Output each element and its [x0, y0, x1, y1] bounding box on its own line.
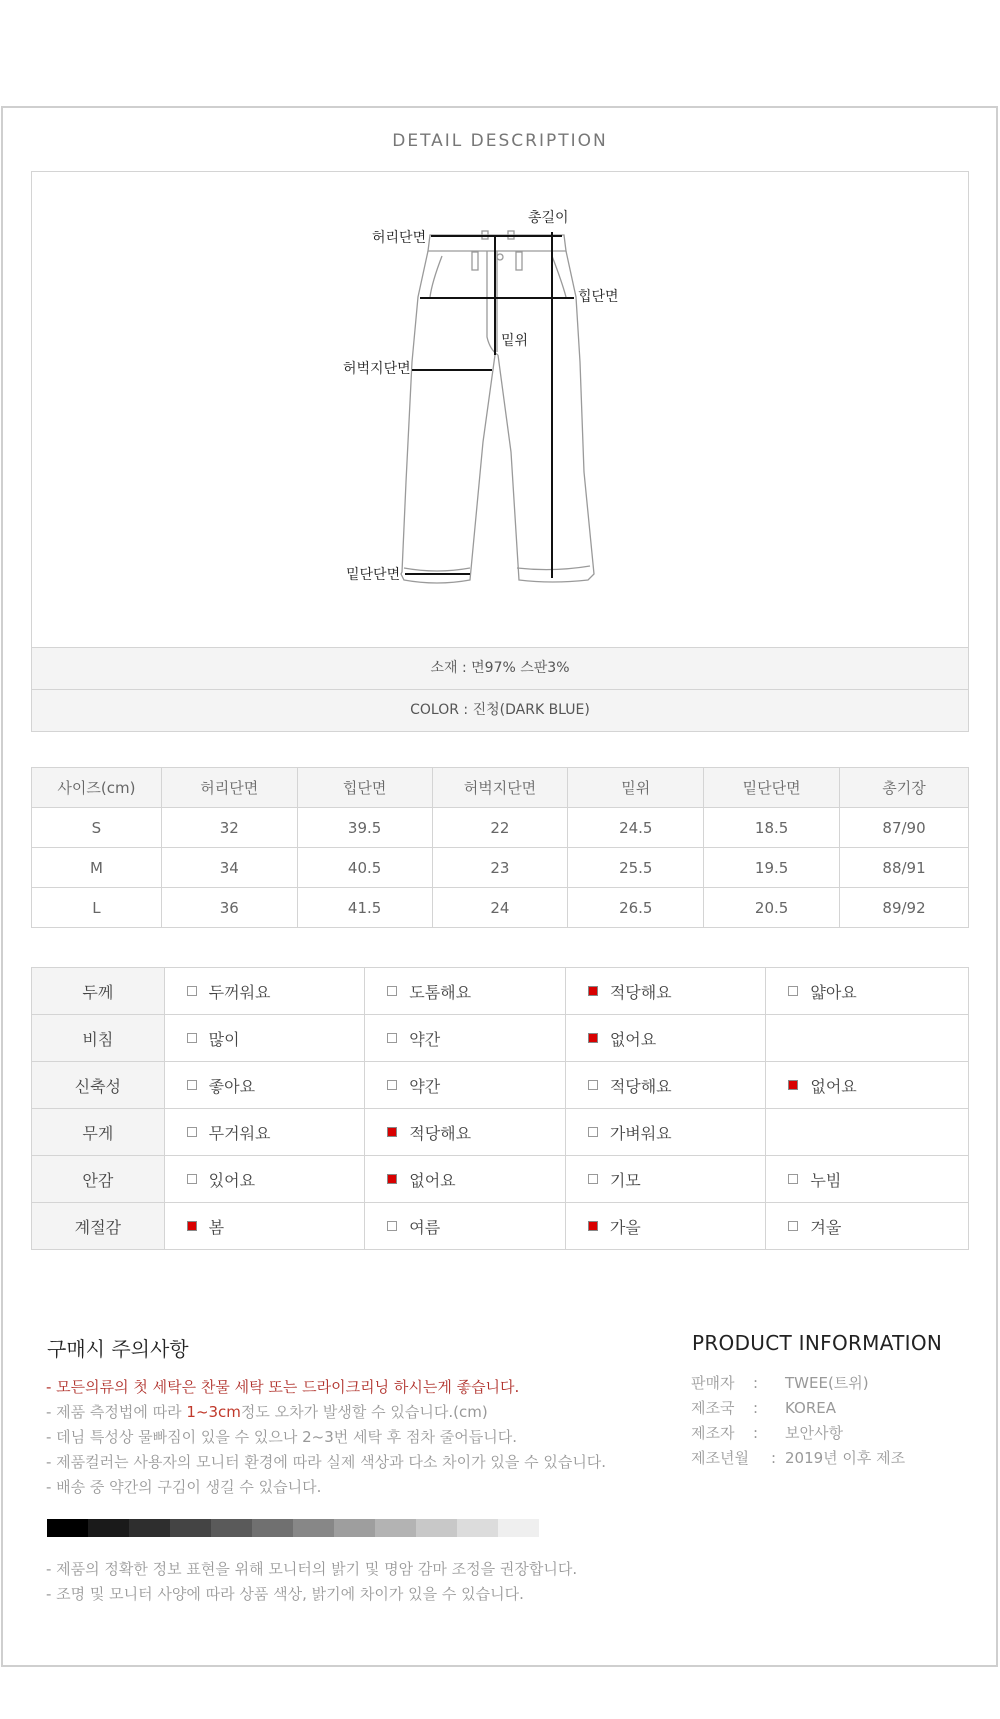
waist-label: 허리단면	[372, 230, 427, 246]
size-cell: 34	[161, 848, 297, 888]
feature-option-cell	[164, 1015, 365, 1062]
feature-option-label: 도톰해요	[409, 982, 472, 1002]
checked-checkbox-icon	[588, 1033, 598, 1043]
checked-checkbox-icon	[387, 1174, 397, 1184]
feature-option	[588, 980, 766, 1003]
pants-diagram	[32, 172, 968, 647]
feature-option-label: 적당해요	[609, 982, 672, 1002]
feature-option	[187, 1074, 365, 1097]
size-table-header	[32, 768, 969, 808]
size-cell: 20.5	[704, 888, 840, 928]
material-row: 소재 : 면97% 스판3%	[31, 647, 969, 690]
unchecked-checkbox-icon	[187, 1033, 197, 1043]
table-row	[32, 848, 969, 888]
feature-option	[187, 1121, 365, 1144]
size-cell: 36	[161, 888, 297, 928]
gray-swatch	[457, 1519, 498, 1537]
feature-row	[32, 1109, 969, 1156]
notice-item: - 제품의 정확한 정보 표현을 위해 모니터의 밝기 및 명암 감마 조정을 권장합니다.	[46, 1560, 578, 1578]
table-row	[32, 808, 969, 848]
product-info-sep: :	[771, 1449, 777, 1467]
size-cell: 18.5	[704, 808, 840, 848]
monitor-notice-list	[46, 1557, 577, 1607]
checked-checkbox-icon	[788, 1080, 798, 1090]
notice-highlight: 1~3cm	[186, 1403, 241, 1421]
feature-option-cell	[565, 1015, 766, 1062]
rise-label: 밑위	[501, 333, 529, 349]
size-cell: 88/91	[840, 848, 969, 888]
feature-row	[32, 1062, 969, 1109]
thigh-label: 허벅지단면	[343, 361, 411, 377]
feature-option-cell	[365, 1156, 566, 1203]
unchecked-checkbox-icon	[788, 1174, 798, 1184]
gray-swatch	[88, 1519, 129, 1537]
feature-option	[387, 1215, 565, 1238]
feature-option-cell	[565, 1156, 766, 1203]
product-info-value: TWEE(트위)	[785, 1374, 869, 1392]
gray-swatch	[375, 1519, 416, 1537]
size-cell: 39.5	[297, 808, 432, 848]
gray-swatch	[47, 1519, 88, 1537]
feature-option-label: 무거워요	[208, 1123, 271, 1143]
feature-label: 무게	[32, 1109, 165, 1156]
feature-option-label: 얇아요	[810, 982, 857, 1002]
feature-table	[31, 967, 969, 1250]
product-info-value: 2019년 이후 제조	[785, 1449, 906, 1467]
feature-option-cell	[164, 968, 365, 1015]
feature-option-label: 겨울	[810, 1217, 842, 1237]
feature-option-label: 약간	[409, 1076, 441, 1096]
notice-item: - 조명 및 모니터 사양에 따라 상품 색상, 밝기에 차이가 있을 수 있습니다.	[46, 1585, 524, 1603]
size-cell: 24.5	[568, 808, 704, 848]
feature-option	[588, 1027, 766, 1050]
gray-swatch	[416, 1519, 457, 1537]
unchecked-checkbox-icon	[387, 986, 397, 996]
size-cell: 19.5	[704, 848, 840, 888]
product-info-key: 제조자	[691, 1424, 735, 1442]
size-cell: S	[32, 808, 162, 848]
feature-option-cell	[766, 1062, 969, 1109]
size-cell: 40.5	[297, 848, 432, 888]
unchecked-checkbox-icon	[387, 1033, 397, 1043]
feature-option	[187, 1168, 365, 1191]
feature-option	[187, 980, 365, 1003]
product-info-title: PRODUCT INFORMATION	[692, 1331, 943, 1355]
size-header-cell: 허벅지단면	[432, 768, 568, 808]
feature-option-cell	[365, 1109, 566, 1156]
size-cell: 22	[432, 808, 568, 848]
notice-item: - 데님 특성상 물빠짐이 있을 수 있으나 2~3번 세탁 후 점차 줄어듭니다.	[46, 1428, 518, 1446]
size-cell: 23	[432, 848, 568, 888]
unchecked-checkbox-icon	[588, 1080, 598, 1090]
checked-checkbox-icon	[588, 986, 598, 996]
unchecked-checkbox-icon	[588, 1174, 598, 1184]
gray-swatch	[498, 1519, 539, 1537]
feature-option	[387, 1168, 565, 1191]
pants-diagram-box	[31, 171, 969, 648]
feature-option-label: 가을	[609, 1217, 641, 1237]
product-info-sep: :	[753, 1374, 759, 1392]
feature-row	[32, 1156, 969, 1203]
feature-option-label: 적당해요	[409, 1123, 472, 1143]
size-cell: 89/92	[840, 888, 969, 928]
product-info-value: 보안사항	[785, 1424, 843, 1442]
product-info-key: 제조국	[691, 1399, 735, 1417]
feature-option-cell	[766, 1156, 969, 1203]
notice-item	[46, 1400, 606, 1425]
unchecked-checkbox-icon	[187, 1127, 197, 1137]
notice-text: 정도 오차가 발생할 수 있습니다.(cm)	[240, 1403, 488, 1421]
feature-option	[387, 1074, 565, 1097]
feature-option-label: 많이	[208, 1029, 240, 1049]
unchecked-checkbox-icon	[788, 986, 798, 996]
product-info-key: 제조년월	[691, 1449, 749, 1467]
feature-option-label: 좋아요	[208, 1076, 256, 1096]
size-cell: 25.5	[568, 848, 704, 888]
unchecked-checkbox-icon	[187, 986, 197, 996]
feature-option-label: 기모	[609, 1170, 641, 1190]
feature-option	[387, 980, 565, 1003]
feature-option	[588, 1074, 766, 1097]
feature-label: 안감	[32, 1156, 165, 1203]
notice-text: - 제품 측정법에 따라	[46, 1403, 187, 1421]
gray-swatch	[334, 1519, 375, 1537]
gray-swatch	[293, 1519, 334, 1537]
feature-option-cell	[766, 1203, 969, 1250]
size-cell: L	[32, 888, 162, 928]
feature-option-label: 가벼워요	[609, 1123, 672, 1143]
product-info-list	[691, 1371, 905, 1471]
feature-option-cell	[164, 1156, 365, 1203]
size-cell: 87/90	[840, 808, 969, 848]
feature-option	[588, 1121, 766, 1144]
product-info-row	[691, 1396, 905, 1421]
feature-option	[588, 1168, 766, 1191]
feature-option-label: 두꺼워요	[208, 982, 271, 1002]
product-info-row	[691, 1446, 905, 1471]
unchecked-checkbox-icon	[387, 1221, 397, 1231]
unchecked-checkbox-icon	[788, 1221, 798, 1231]
feature-option-cell	[565, 1062, 766, 1109]
feature-option-label: 누빔	[810, 1170, 842, 1190]
size-header-cell: 밑위	[568, 768, 704, 808]
feature-option-cell	[164, 1062, 365, 1109]
size-header-cell: 허리단면	[161, 768, 297, 808]
size-table	[31, 767, 969, 928]
product-info-row	[691, 1421, 905, 1446]
feature-option	[387, 1027, 565, 1050]
feature-option-label: 없어요	[409, 1170, 456, 1190]
feature-option-label: 적당해요	[609, 1076, 672, 1096]
size-header-cell: 총기장	[840, 768, 969, 808]
feature-label: 신축성	[32, 1062, 165, 1109]
gray-swatch	[211, 1519, 252, 1537]
feature-label: 계절감	[32, 1203, 165, 1250]
feature-row	[32, 968, 969, 1015]
size-cell: 32	[161, 808, 297, 848]
feature-option-cell	[365, 968, 566, 1015]
checked-checkbox-icon	[187, 1221, 197, 1231]
feature-option-cell	[565, 968, 766, 1015]
feature-option-cell	[365, 1203, 566, 1250]
table-row	[32, 888, 969, 928]
size-cell: M	[32, 848, 162, 888]
size-cell: 24	[432, 888, 568, 928]
feature-option-label: 여름	[409, 1217, 441, 1237]
feature-option	[788, 1168, 968, 1191]
grayscale-swatch-bar	[47, 1519, 539, 1537]
feature-option-label: 없어요	[609, 1029, 657, 1049]
feature-option-cell	[766, 968, 969, 1015]
feature-label: 두께	[32, 968, 165, 1015]
gray-swatch	[252, 1519, 293, 1537]
unchecked-checkbox-icon	[588, 1127, 598, 1137]
feature-option-cell	[766, 1015, 969, 1062]
feature-option-label: 있어요	[208, 1170, 256, 1190]
feature-option	[187, 1027, 365, 1050]
feature-option-cell	[365, 1062, 566, 1109]
product-info-row	[691, 1371, 905, 1396]
product-info-sep: :	[753, 1399, 759, 1417]
notice-item: - 모든의류의 첫 세탁은 찬물 세탁 또는 드라이크리닝 하시는게 좋습니다.	[46, 1378, 520, 1396]
notice-title: 구매시 주의사항	[47, 1337, 189, 1361]
product-info-key: 판매자	[691, 1374, 735, 1392]
total-length-label: 총길이	[528, 210, 569, 226]
product-info-value: KOREA	[785, 1399, 836, 1417]
unchecked-checkbox-icon	[187, 1174, 197, 1184]
notice-list	[46, 1375, 606, 1500]
section-title: DETAIL DESCRIPTION	[392, 131, 608, 151]
notice-item: - 제품컬러는 사용자의 모니터 환경에 따라 실제 색상과 다소 차이가 있을 수 있습니다.	[46, 1453, 607, 1471]
feature-option-label: 봄	[208, 1217, 225, 1237]
size-cell: 26.5	[568, 888, 704, 928]
unchecked-checkbox-icon	[387, 1080, 397, 1090]
size-header-cell: 밑단단면	[704, 768, 840, 808]
gray-swatch	[129, 1519, 170, 1537]
feature-option	[588, 1215, 766, 1238]
feature-option-cell	[365, 1015, 566, 1062]
feature-option-cell	[565, 1109, 766, 1156]
feature-option	[187, 1215, 365, 1238]
product-info-sep: :	[753, 1424, 759, 1442]
size-header-cell: 힙단면	[297, 768, 432, 808]
size-header-cell: 사이즈(cm)	[32, 768, 162, 808]
feature-option-cell	[164, 1109, 365, 1156]
notice-item: - 배송 중 약간의 구김이 생길 수 있습니다.	[46, 1478, 322, 1496]
feature-row	[32, 1015, 969, 1062]
feature-option-label: 없어요	[810, 1076, 857, 1096]
feature-option	[788, 1215, 968, 1238]
feature-option	[387, 1121, 565, 1144]
feature-label: 비침	[32, 1015, 165, 1062]
feature-option-label: 약간	[409, 1029, 441, 1049]
feature-row	[32, 1203, 969, 1250]
hip-label: 힙단면	[578, 289, 619, 305]
checked-checkbox-icon	[387, 1127, 397, 1137]
hem-label: 밑단단면	[346, 567, 401, 583]
gray-swatch	[170, 1519, 211, 1537]
checked-checkbox-icon	[588, 1221, 598, 1231]
color-row: COLOR : 진청(DARK BLUE)	[31, 689, 969, 732]
feature-option-cell	[766, 1109, 969, 1156]
feature-option-cell	[565, 1203, 766, 1250]
unchecked-checkbox-icon	[187, 1080, 197, 1090]
feature-option-cell	[164, 1203, 365, 1250]
size-cell: 41.5	[297, 888, 432, 928]
feature-option	[788, 1074, 968, 1097]
feature-option	[788, 980, 968, 1003]
